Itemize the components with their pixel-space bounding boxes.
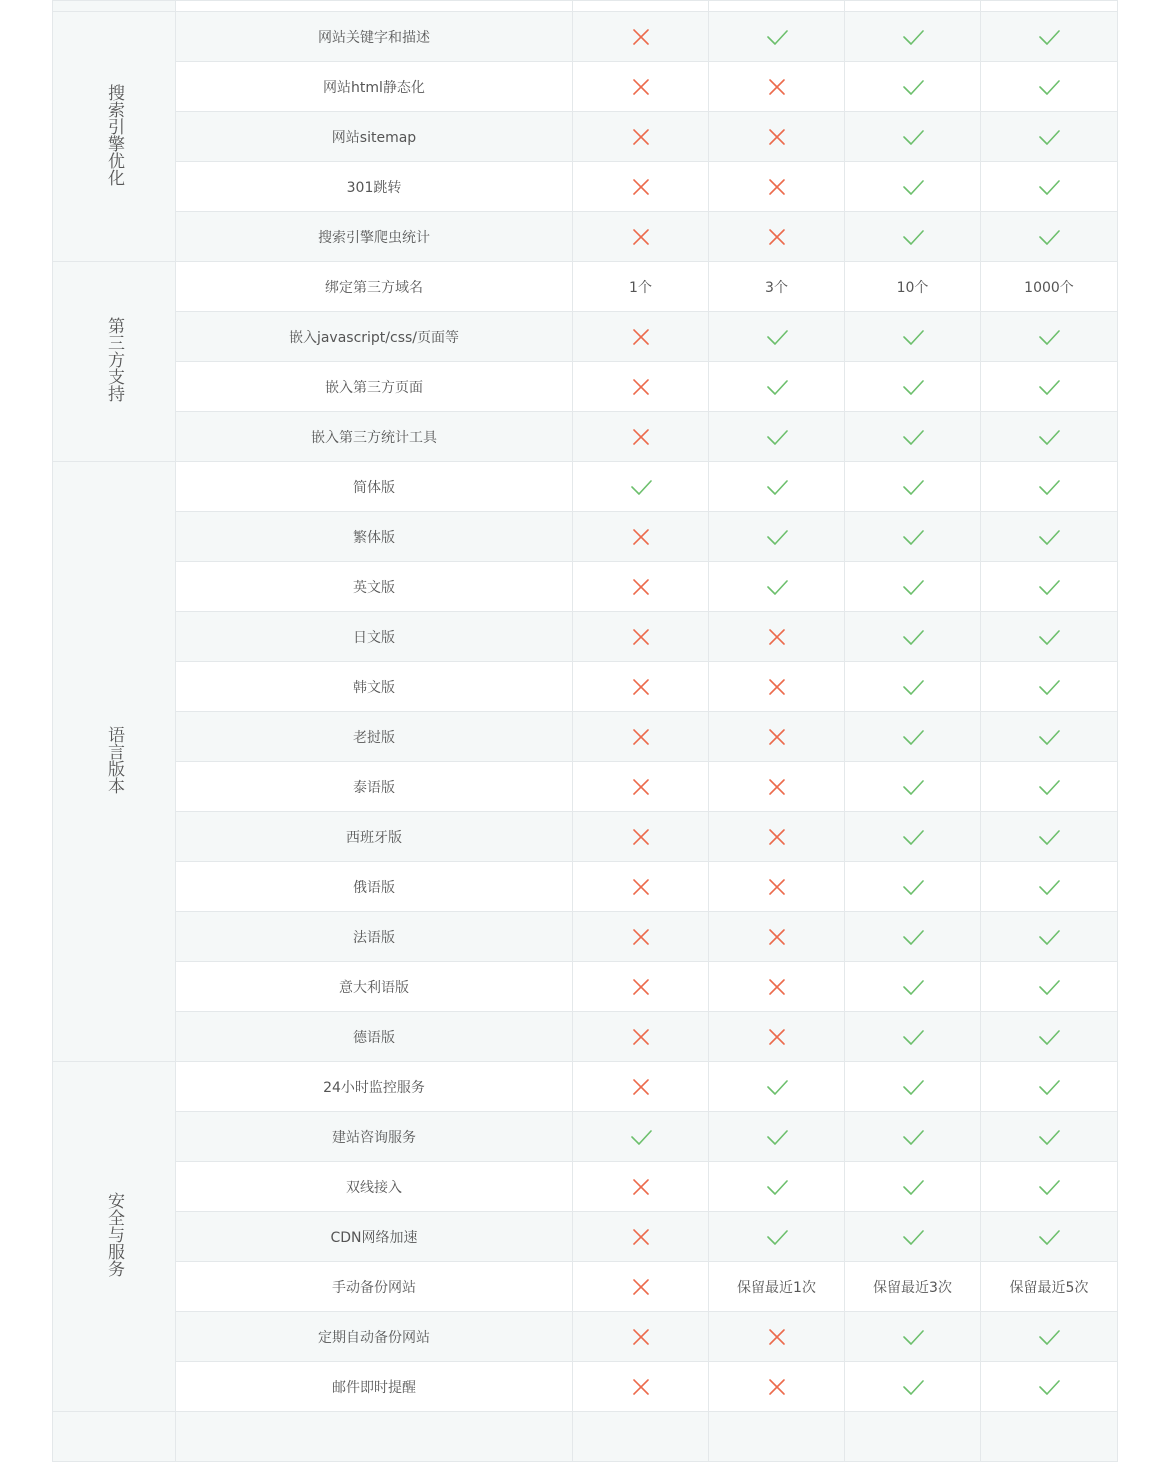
check-icon: [902, 876, 924, 898]
plan-value-text: 保留最近1次: [737, 1279, 816, 1296]
check-icon: [1038, 576, 1060, 598]
feature-name: 简体版: [176, 462, 573, 512]
plan-2-value: [709, 1062, 845, 1112]
plan-3-value: [845, 412, 981, 462]
cross-icon: [766, 1026, 788, 1048]
category-cell: [53, 262, 176, 462]
table-row: [53, 1012, 1118, 1062]
plan-1-value: [573, 1212, 709, 1262]
plan-3-value: [845, 762, 981, 812]
plan-4-value: [981, 612, 1118, 662]
plan-2-value: [709, 12, 845, 62]
plan-4-value: [981, 1012, 1118, 1062]
plan-1-value: [573, 662, 709, 712]
cross-icon: [630, 426, 652, 448]
table-row: [53, 462, 1118, 512]
category-label: 第三方支持: [104, 317, 124, 402]
check-icon: [766, 526, 788, 548]
cross-icon: [630, 76, 652, 98]
plan-2-value: [709, 662, 845, 712]
plan-3-value: [845, 62, 981, 112]
plan-2-value: [709, 462, 845, 512]
check-icon: [1038, 626, 1060, 648]
category-label: 安全与服务: [104, 1192, 124, 1277]
plan-2-value: [709, 862, 845, 912]
plan-value-text: 1个: [629, 279, 652, 296]
table-row: [53, 12, 1118, 62]
check-icon: [1038, 876, 1060, 898]
plan-comparison-table: [52, 0, 1118, 1462]
cross-icon: [630, 1076, 652, 1098]
feature-name: 网站html静态化: [176, 62, 573, 112]
plan-3-value: [845, 462, 981, 512]
category-cell: [53, 12, 176, 262]
cross-icon: [630, 676, 652, 698]
table-row: [53, 262, 1118, 312]
feature-name: 301跳转: [176, 162, 573, 212]
plan-2-value: [709, 1312, 845, 1362]
check-icon: [1038, 226, 1060, 248]
plan-1-value: [573, 912, 709, 962]
cross-icon: [630, 1276, 652, 1298]
check-icon: [630, 476, 652, 498]
cross-icon: [630, 626, 652, 648]
plan-4-value: [981, 462, 1118, 512]
feature-name: 英文版: [176, 562, 573, 612]
plan-value-text: 3个: [765, 279, 788, 296]
check-icon: [902, 426, 924, 448]
check-icon: [1038, 926, 1060, 948]
plan-4-value: [981, 962, 1118, 1012]
cross-icon: [630, 1026, 652, 1048]
plan-1-value: [573, 712, 709, 762]
plan-1-value: [573, 762, 709, 812]
feature-name: 西班牙版: [176, 812, 573, 862]
feature-name: 嵌入第三方统计工具: [176, 412, 573, 462]
table-row: [53, 1262, 1118, 1312]
plan-2-value: [709, 812, 845, 862]
check-icon: [1038, 676, 1060, 698]
check-icon: [1038, 976, 1060, 998]
plan-4-value: [981, 912, 1118, 962]
check-icon: [902, 226, 924, 248]
table-row: [53, 612, 1118, 662]
table-row: [53, 1312, 1118, 1362]
table-row: [53, 762, 1118, 812]
plan-4-value: [981, 1262, 1118, 1312]
plan-4-value: [981, 62, 1118, 112]
cross-icon: [630, 176, 652, 198]
table-row: [53, 112, 1118, 162]
check-icon: [902, 1176, 924, 1198]
cross-icon: [630, 226, 652, 248]
plan-2-value: [709, 312, 845, 362]
table-row: [53, 312, 1118, 362]
feature-name: 韩文版: [176, 662, 573, 712]
check-icon: [766, 1226, 788, 1248]
plan-2-value: [709, 1362, 845, 1412]
table-row: [53, 1062, 1118, 1112]
plan-3-value: [845, 812, 981, 862]
table-row: [53, 1212, 1118, 1262]
plan-1-value: [573, 1162, 709, 1212]
plan-2-value: [709, 1262, 845, 1312]
feature-name: 繁体版: [176, 512, 573, 562]
table-row: [53, 1112, 1118, 1162]
table-row: [53, 362, 1118, 412]
plan-3-value: [845, 912, 981, 962]
check-icon: [766, 576, 788, 598]
cross-icon: [630, 1226, 652, 1248]
check-icon: [1038, 826, 1060, 848]
cross-icon: [766, 1376, 788, 1398]
cross-icon: [630, 976, 652, 998]
plan-1-value: [573, 362, 709, 412]
plan-4-value: [981, 112, 1118, 162]
feature-name: 老挝版: [176, 712, 573, 762]
plan-4-value: [981, 412, 1118, 462]
plan-1-value: [573, 862, 709, 912]
plan-4-value: [981, 312, 1118, 362]
plan-4-value: [981, 262, 1118, 312]
cross-icon: [766, 126, 788, 148]
plan-2-value: [709, 62, 845, 112]
check-icon: [1038, 1026, 1060, 1048]
plan-2-value: [709, 362, 845, 412]
cross-icon: [766, 926, 788, 948]
plan-4-value: [981, 712, 1118, 762]
category-label: 语言版本: [104, 725, 124, 794]
check-icon: [766, 1076, 788, 1098]
plan-value-text: 10个: [896, 279, 929, 296]
plan-1-value: [573, 62, 709, 112]
plan-value-text: 1000个: [1024, 279, 1074, 296]
plan-1-value: [573, 1262, 709, 1312]
plan-4-value: [981, 12, 1118, 62]
check-icon: [902, 626, 924, 648]
plan-3-value: [845, 612, 981, 662]
check-icon: [902, 1226, 924, 1248]
check-icon: [902, 26, 924, 48]
table-row: [53, 962, 1118, 1012]
category-cell: [53, 1062, 176, 1412]
plan-3-value: [845, 362, 981, 412]
check-icon: [902, 176, 924, 198]
plan-4-value: [981, 662, 1118, 712]
plan-2-value: [709, 1212, 845, 1262]
cross-icon: [630, 926, 652, 948]
check-icon: [766, 476, 788, 498]
feature-name: 嵌入第三方页面: [176, 362, 573, 412]
check-icon: [902, 1126, 924, 1148]
check-icon: [902, 76, 924, 98]
plan-3-value: [845, 962, 981, 1012]
check-icon: [902, 326, 924, 348]
plan-value-text: 保留最近5次: [1009, 1279, 1089, 1296]
check-icon: [766, 426, 788, 448]
feature-name: 定期自动备份网站: [176, 1312, 573, 1362]
plan-2-value: [709, 912, 845, 962]
check-icon: [1038, 376, 1060, 398]
plan-1-value: [573, 262, 709, 312]
plan-2-value: [709, 562, 845, 612]
feature-name: 德语版: [176, 1012, 573, 1062]
plan-3-value: [845, 12, 981, 62]
plan-1-value: [573, 1362, 709, 1412]
cross-icon: [630, 876, 652, 898]
cross-icon: [630, 26, 652, 48]
check-icon: [902, 726, 924, 748]
cross-icon: [766, 226, 788, 248]
check-icon: [1038, 1326, 1060, 1348]
cross-icon: [630, 326, 652, 348]
plan-4-value: [981, 512, 1118, 562]
check-icon: [630, 1126, 652, 1148]
plan-4-value: [981, 812, 1118, 862]
check-icon: [902, 1026, 924, 1048]
plan-4-value: [981, 362, 1118, 412]
plan-4-value: [981, 162, 1118, 212]
cross-icon: [766, 876, 788, 898]
plan-1-value: [573, 962, 709, 1012]
feature-name: CDN网络加速: [176, 1212, 573, 1262]
plan-2-value: [709, 962, 845, 1012]
plan-2-value: [709, 762, 845, 812]
category-label: 搜索引擎优化: [104, 83, 124, 186]
check-icon: [1038, 126, 1060, 148]
cross-icon: [766, 976, 788, 998]
plan-1-value: [573, 112, 709, 162]
check-icon: [1038, 1126, 1060, 1148]
plan-4-value: [981, 762, 1118, 812]
plan-3-value: [845, 212, 981, 262]
check-icon: [1038, 1176, 1060, 1198]
plan-1-value: [573, 212, 709, 262]
plan-3-value: [845, 1062, 981, 1112]
check-icon: [1038, 526, 1060, 548]
plan-1-value: [573, 412, 709, 462]
check-icon: [1038, 726, 1060, 748]
table-row: [53, 712, 1118, 762]
check-icon: [902, 526, 924, 548]
check-icon: [902, 126, 924, 148]
cross-icon: [766, 776, 788, 798]
check-icon: [902, 476, 924, 498]
check-icon: [766, 1126, 788, 1148]
feature-name: 搜索引擎爬虫统计: [176, 212, 573, 262]
feature-name: 俄语版: [176, 862, 573, 912]
plan-3-value: [845, 312, 981, 362]
cross-icon: [630, 1326, 652, 1348]
cross-icon: [630, 726, 652, 748]
check-icon: [1038, 776, 1060, 798]
plan-1-value: [573, 312, 709, 362]
plan-4-value: [981, 1112, 1118, 1162]
plan-4-value: [981, 212, 1118, 262]
plan-2-value: [709, 412, 845, 462]
table-body: [53, 1, 1118, 1462]
check-icon: [1038, 476, 1060, 498]
check-icon: [1038, 1076, 1060, 1098]
check-icon: [902, 776, 924, 798]
table-row: [53, 1362, 1118, 1412]
plan-1-value: [573, 1012, 709, 1062]
check-icon: [902, 576, 924, 598]
plan-4-value: [981, 1362, 1118, 1412]
cross-icon: [630, 126, 652, 148]
plan-2-value: [709, 112, 845, 162]
table-row: [53, 412, 1118, 462]
table-row-bottom-partial: [53, 1412, 1118, 1462]
table-row: [53, 512, 1118, 562]
plan-1-value: [573, 1312, 709, 1362]
check-icon: [902, 1326, 924, 1348]
check-icon: [1038, 426, 1060, 448]
plan-1-value: [573, 512, 709, 562]
check-icon: [1038, 326, 1060, 348]
cross-icon: [630, 526, 652, 548]
check-icon: [902, 976, 924, 998]
table-row: [53, 62, 1118, 112]
cross-icon: [630, 1376, 652, 1398]
cross-icon: [766, 176, 788, 198]
table-row-top-partial: [53, 1, 1118, 12]
table-row: [53, 212, 1118, 262]
feature-name: 法语版: [176, 912, 573, 962]
plan-4-value: [981, 1162, 1118, 1212]
cross-icon: [630, 826, 652, 848]
table-row: [53, 912, 1118, 962]
table-row: [53, 662, 1118, 712]
category-cell: [53, 462, 176, 1062]
feature-name: 网站sitemap: [176, 112, 573, 162]
plan-3-value: [845, 1362, 981, 1412]
plan-3-value: [845, 1312, 981, 1362]
feature-name: 建站咨询服务: [176, 1112, 573, 1162]
cross-icon: [766, 76, 788, 98]
cross-icon: [766, 626, 788, 648]
plan-3-value: [845, 1112, 981, 1162]
plan-4-value: [981, 862, 1118, 912]
plan-1-value: [573, 612, 709, 662]
table-row: [53, 1162, 1118, 1212]
check-icon: [902, 676, 924, 698]
plan-3-value: [845, 1212, 981, 1262]
cross-icon: [630, 376, 652, 398]
table-row: [53, 812, 1118, 862]
plan-1-value: [573, 1112, 709, 1162]
check-icon: [902, 926, 924, 948]
plan-3-value: [845, 162, 981, 212]
feature-name: 双线接入: [176, 1162, 573, 1212]
check-icon: [902, 826, 924, 848]
feature-name: 网站关键字和描述: [176, 12, 573, 62]
plan-4-value: [981, 562, 1118, 612]
check-icon: [1038, 176, 1060, 198]
check-icon: [902, 376, 924, 398]
cross-icon: [630, 776, 652, 798]
plan-1-value: [573, 1062, 709, 1112]
plan-comparison-table-wrapper: [52, 0, 1117, 1419]
check-icon: [1038, 1376, 1060, 1398]
check-icon: [902, 1076, 924, 1098]
plan-3-value: [845, 1162, 981, 1212]
table-row: [53, 562, 1118, 612]
feature-name: 绑定第三方域名: [176, 262, 573, 312]
check-icon: [766, 26, 788, 48]
check-icon: [766, 1176, 788, 1198]
plan-4-value: [981, 1062, 1118, 1112]
plan-4-value: [981, 1212, 1118, 1262]
plan-1-value: [573, 562, 709, 612]
check-icon: [1038, 1226, 1060, 1248]
table-row: [53, 162, 1118, 212]
cross-icon: [766, 1326, 788, 1348]
plan-3-value: [845, 662, 981, 712]
feature-name: 嵌入javascript/css/页面等: [176, 312, 573, 362]
plan-2-value: [709, 212, 845, 262]
check-icon: [1038, 76, 1060, 98]
table-row: [53, 862, 1118, 912]
plan-1-value: [573, 12, 709, 62]
cross-icon: [766, 726, 788, 748]
cross-icon: [630, 576, 652, 598]
feature-name: 邮件即时提醒: [176, 1362, 573, 1412]
check-icon: [1038, 26, 1060, 48]
cross-icon: [630, 1176, 652, 1198]
plan-2-value: [709, 1112, 845, 1162]
plan-3-value: [845, 512, 981, 562]
plan-2-value: [709, 262, 845, 312]
plan-1-value: [573, 162, 709, 212]
plan-3-value: [845, 1012, 981, 1062]
plan-2-value: [709, 1162, 845, 1212]
cross-icon: [766, 826, 788, 848]
check-icon: [766, 376, 788, 398]
plan-2-value: [709, 512, 845, 562]
plan-value-text: 保留最近3次: [873, 1279, 952, 1296]
check-icon: [766, 326, 788, 348]
plan-3-value: [845, 712, 981, 762]
cross-icon: [766, 676, 788, 698]
plan-3-value: [845, 862, 981, 912]
check-icon: [902, 1376, 924, 1398]
feature-name: 手动备份网站: [176, 1262, 573, 1312]
plan-2-value: [709, 1012, 845, 1062]
plan-3-value: [845, 112, 981, 162]
feature-name: 泰语版: [176, 762, 573, 812]
plan-2-value: [709, 162, 845, 212]
plan-3-value: [845, 1262, 981, 1312]
plan-4-value: [981, 1312, 1118, 1362]
plan-1-value: [573, 812, 709, 862]
plan-3-value: [845, 562, 981, 612]
plan-1-value: [573, 462, 709, 512]
plan-2-value: [709, 612, 845, 662]
feature-name: 意大利语版: [176, 962, 573, 1012]
plan-2-value: [709, 712, 845, 762]
feature-name: 日文版: [176, 612, 573, 662]
feature-name: 24小时监控服务: [176, 1062, 573, 1112]
plan-3-value: [845, 262, 981, 312]
